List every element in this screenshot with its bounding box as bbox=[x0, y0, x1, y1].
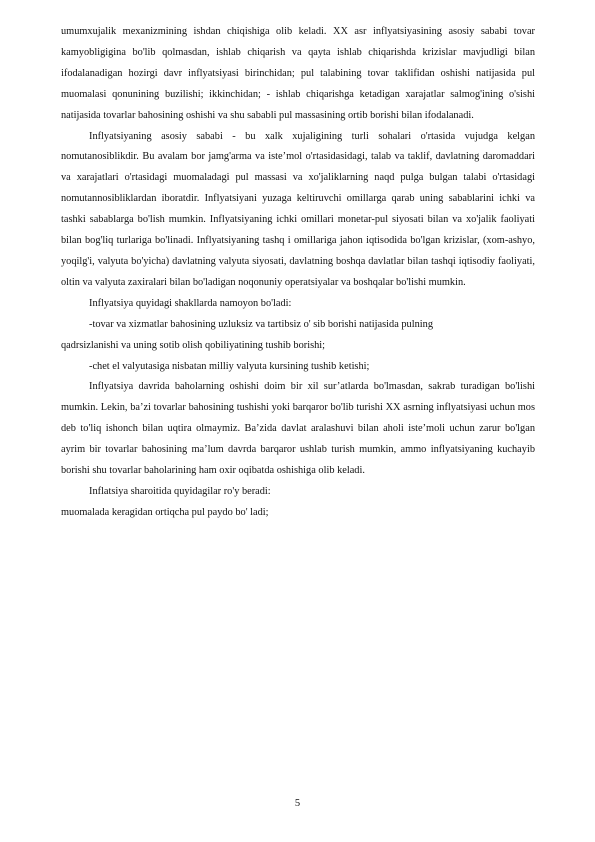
paragraph: qadrsizlanishi va uning sotib olish qobiliyatining tushib borishi; bbox=[61, 339, 326, 351]
paragraph: Inflyatsiya quyidagi shakllarda namoyon bo'ladi: bbox=[89, 297, 292, 309]
paragraph: Inflyatsiya davrida baholarning oshishi doim bir xil sur’atlarda bo'lmasdan, sakrab turadigan bo'lishi mumkin. Lekin, ba’zi tovarlar bahosining tushishi yoki barqaror bo'lib turishi XX asrning inflyatsiyasi uchun mos deb to'liq ishonch bilan uqtira olmaymiz. Ba’zida davlat aralashuvi bilan aholi iste’moli uchun zarur bo'lgan ayrim bir tovarlar bahosining ma’lum davrda barqaror ushlab turish mumkin, ammo inflyatsiyaning kuchayib borishi shu tovarlar baholarining ham oxir oqibatda oshishiga olib keladi. bbox=[61, 381, 535, 477]
body-text bbox=[61, 22, 535, 524]
paragraph: -tovar va xizmatlar bahosining uzluksiz va tartibsiz o' sib borishi natijasida pulning bbox=[89, 318, 433, 330]
paragraph: Inflyatsiyaning asosiy sababi - bu xalk xujaligining turli sohalari o'rtasida vujudga kelgan nomutanosiblikdir. Bu avalam bor jamg'arma va iste’mol o'rtasidasidagi, talab va taklif, davlatning daromaddari va xarajatlari o'rtasidagi muomaladagi pul massasi va xo'jaliklarning naqd pulga bulgan talabi o'rtasidagi nomutannosibliklardan iboratdir. Inflyatsiyani yuzaga keltiruvchi omillarga qarab uning sabablarini ichki va tashki sabablarga bo'lish mumkin. Inflyatsiyaning ichki omillari monetar-pul siyosati bilan va xo'jalik faoliyati bilan bog'liq turlariga bo'linadi. Inflyatsiyaning tashq i omillariga jahon iqtisodida bo'lgan krizislar, (xom-ashyo, yoqilg'i, valyuta bo'yicha) davlatning valyuta siyosati, davlatning boshqa davlatlar bilan tashqi iqtisodiy faoliyati, oltin va valyuta zaxiralari bilan bo'ladigan noqonuniy operatsiyalar va boshqalar bo'lishi mumkin. bbox=[61, 130, 535, 288]
page-number: 5 bbox=[294, 798, 301, 809]
paragraph: muomalada keragidan ortiqcha pul paydo bo' ladi; bbox=[61, 506, 269, 518]
paragraph: Inflatsiya sharoitida quyidagilar ro'y beradi: bbox=[89, 485, 271, 497]
paragraph: umumxujalik mexanizmining ishdan chiqishiga olib keladi. XX asr inflyatsiyasining asosiy sababi tovar kamyobligigina bo'lib qolmasdan, ishlab chiqarish va qayta ishlab chiqarishda krizislar mavjudligi bilan ifodalanadigan hozirgi davr inflyatsiyasi birinchidan; pul talabining tovar taklifidan oshishi natijasida pul muomalasi qonunining buzilishi; ikkinchidan; - ishlab chiqarishga ketadigan xarajatlar salmog'ining o'sishi natijasida tovarlar bahosining oshishi va shu sababli pul massasining ortib borishi bilan ifodalanadi. bbox=[61, 26, 535, 121]
paragraph: -chet el valyutasiga nisbatan milliy valyuta kursining tushib ketishi; bbox=[89, 360, 370, 372]
